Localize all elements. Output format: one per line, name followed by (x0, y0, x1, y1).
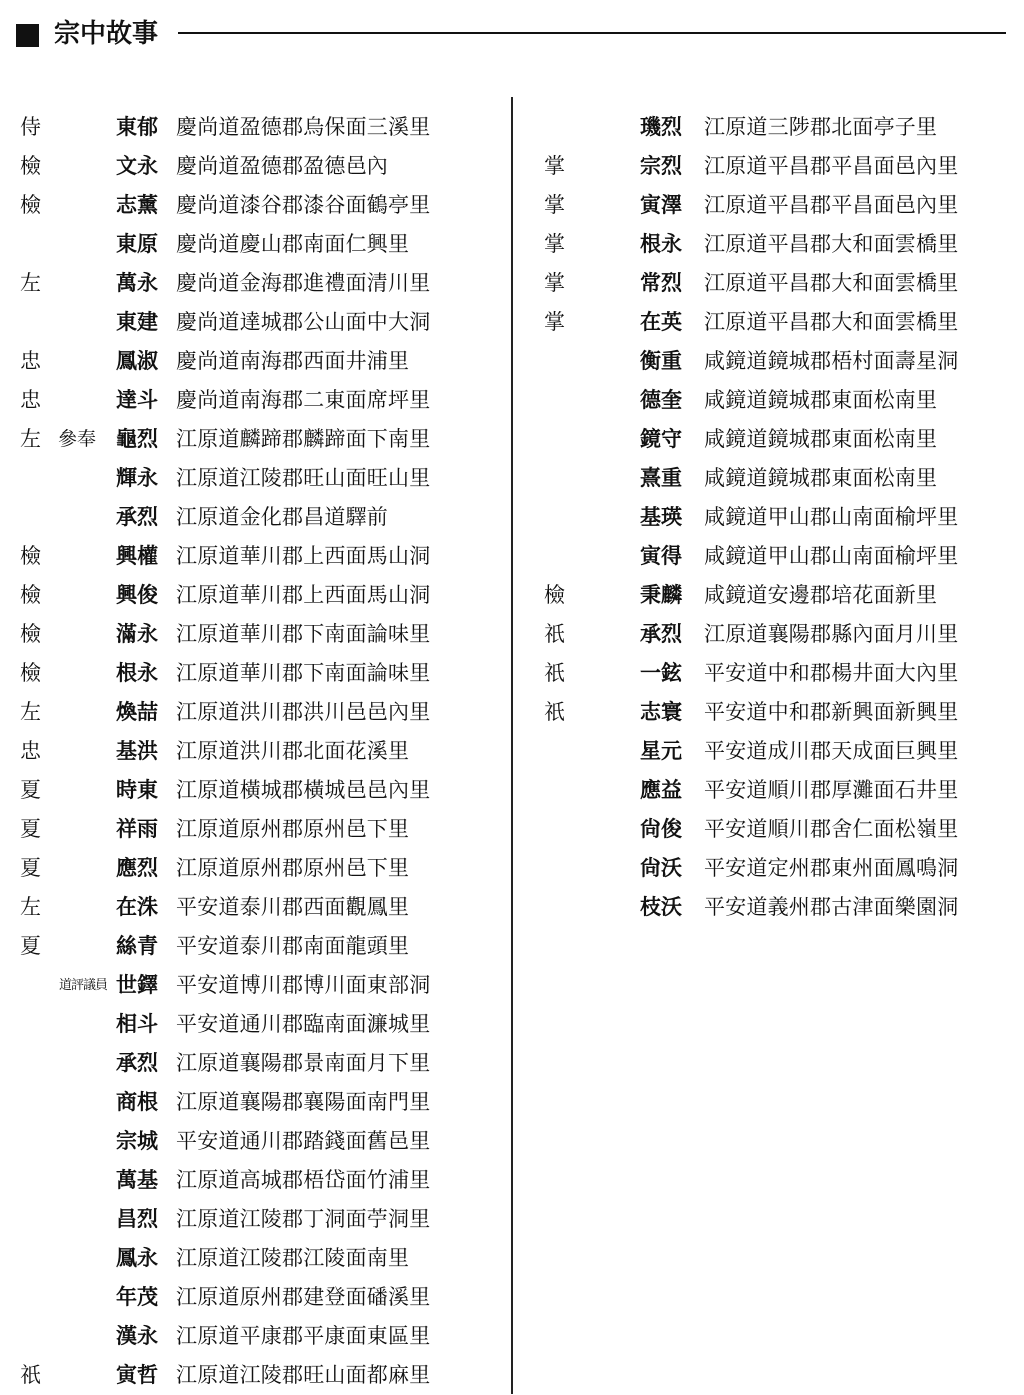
address: 平安道通川郡踏錢面舊邑里 (176, 1129, 431, 1153)
address: 江原道洪川郡北面花溪里 (176, 739, 410, 763)
left-column (14, 108, 504, 1395)
section-header (16, 14, 1006, 54)
person-name: 東原 (116, 232, 158, 256)
office-rank: 侍 (20, 115, 41, 139)
address: 江原道襄陽郡景南面月下里 (176, 1051, 431, 1075)
address: 江原道平昌郡平昌面邑內里 (704, 193, 959, 217)
address: 江原道三陟郡北面亭子里 (704, 115, 938, 139)
person-name: 滿永 (116, 622, 158, 646)
list-item (528, 186, 1022, 225)
address: 江原道襄陽郡襄陽面南門里 (176, 1090, 431, 1114)
address: 江原道平昌郡大和面雲橋里 (704, 232, 959, 256)
list-item (14, 927, 504, 966)
person-name: 龜烈 (116, 427, 158, 451)
person-name: 寅哲 (116, 1363, 158, 1387)
list-item (14, 1200, 504, 1239)
address: 江原道麟蹄郡麟蹄面下南里 (176, 427, 431, 451)
person-name: 在洙 (116, 895, 158, 919)
list-item (14, 966, 504, 1005)
page-title: 宗中故事 (54, 19, 159, 49)
person-name: 尙沃 (640, 856, 682, 880)
list-item (528, 654, 1022, 693)
person-name: 秉麟 (640, 583, 682, 607)
list-item (14, 615, 504, 654)
office-rank: 忠 (20, 739, 41, 763)
person-name: 漢永 (116, 1324, 158, 1348)
office-rank: 祇 (20, 1363, 41, 1387)
person-name: 萬基 (116, 1168, 158, 1192)
person-name: 興權 (116, 544, 158, 568)
person-name: 宗城 (116, 1129, 158, 1153)
office-rank: 夏 (20, 817, 41, 841)
address: 江原道襄陽郡縣內面月川里 (704, 622, 959, 646)
office-rank: 檢 (20, 154, 41, 178)
person-name: 常烈 (640, 271, 682, 295)
person-name: 東郁 (116, 115, 158, 139)
address: 江原道平康郡平康面東區里 (176, 1324, 431, 1348)
list-item (14, 771, 504, 810)
person-name: 承烈 (116, 1051, 158, 1075)
list-item (14, 693, 504, 732)
address: 平安道順川郡舍仁面松嶺里 (704, 817, 959, 841)
list-item (14, 225, 504, 264)
list-item (528, 498, 1022, 537)
list-item (14, 1083, 504, 1122)
list-item (528, 615, 1022, 654)
address: 咸鏡道鏡城郡東面松南里 (704, 427, 938, 451)
address: 慶尚道慶山郡南面仁興里 (176, 232, 410, 256)
list-item (14, 1122, 504, 1161)
person-name: 志寰 (640, 700, 682, 724)
person-name: 德奎 (640, 388, 682, 412)
office-rank: 祇 (544, 622, 565, 646)
person-name: 煥喆 (116, 700, 158, 724)
office-rank: 左 (20, 700, 41, 724)
person-name: 年茂 (116, 1285, 158, 1309)
list-item (14, 264, 504, 303)
office-rank: 掌 (544, 193, 565, 217)
list-item (14, 732, 504, 771)
right-column (528, 108, 1022, 927)
address: 咸鏡道甲山郡山南面榆坪里 (704, 544, 959, 568)
person-name: 在英 (640, 310, 682, 334)
list-item (14, 459, 504, 498)
person-name: 達斗 (116, 388, 158, 412)
person-name: 寅得 (640, 544, 682, 568)
office-rank: 夏 (20, 778, 41, 802)
address: 江原道平昌郡大和面雲橋里 (704, 271, 959, 295)
office-rank: 掌 (544, 232, 565, 256)
office-rank: 夏 (20, 934, 41, 958)
person-name: 鳳永 (116, 1246, 158, 1270)
address: 平安道定州郡東州面鳳鳴洞 (704, 856, 959, 880)
person-name: 宗烈 (640, 154, 682, 178)
list-item (528, 459, 1022, 498)
address: 江原道華川郡上西面馬山洞 (176, 583, 431, 607)
address: 咸鏡道鏡城郡東面松南里 (704, 388, 938, 412)
header-rule (178, 32, 1006, 34)
address: 咸鏡道鏡城郡梧村面壽星洞 (704, 349, 959, 373)
address: 慶尚道盈德郡盈德邑內 (176, 154, 388, 178)
honorific-title: 參奉 (58, 428, 97, 450)
list-item (528, 381, 1022, 420)
list-item (14, 303, 504, 342)
list-item (14, 1356, 504, 1395)
person-name: 承烈 (116, 505, 158, 529)
list-item (14, 186, 504, 225)
list-item (528, 732, 1022, 771)
list-item (14, 849, 504, 888)
person-name: 興俊 (116, 583, 158, 607)
list-item (528, 225, 1022, 264)
honorific-title: 道評議員 (59, 978, 108, 993)
office-rank: 左 (20, 427, 41, 451)
person-name: 鳳淑 (116, 349, 158, 373)
address: 平安道順川郡厚灘面石井里 (704, 778, 959, 802)
address: 慶尚道達城郡公山面中大洞 (176, 310, 431, 334)
address: 咸鏡道鏡城郡東面松南里 (704, 466, 938, 490)
address: 平安道泰川郡西面觀鳳里 (176, 895, 410, 919)
list-item (14, 420, 504, 459)
person-name: 基瑛 (640, 505, 682, 529)
person-name: 星元 (640, 739, 682, 763)
list-item (14, 888, 504, 927)
office-rank: 掌 (544, 271, 565, 295)
person-name: 相斗 (116, 1012, 158, 1036)
office-rank: 檢 (20, 544, 41, 568)
list-item (528, 264, 1022, 303)
list-item (14, 654, 504, 693)
office-rank: 掌 (544, 310, 565, 334)
person-name: 衡重 (640, 349, 682, 373)
office-rank: 祇 (544, 661, 565, 685)
list-item (528, 342, 1022, 381)
address: 慶尚道盈德郡烏保面三溪里 (176, 115, 431, 139)
address: 咸鏡道甲山郡山南面榆坪里 (704, 505, 959, 529)
address: 慶尚道金海郡進禮面清川里 (176, 271, 431, 295)
person-name: 尙俊 (640, 817, 682, 841)
list-item (14, 147, 504, 186)
address: 平安道中和郡新興面新興里 (704, 700, 959, 724)
address: 慶尚道南海郡二東面席坪里 (176, 388, 431, 412)
list-item (528, 771, 1022, 810)
list-item (528, 537, 1022, 576)
address: 平安道中和郡楊井面大內里 (704, 661, 959, 685)
list-item (528, 303, 1022, 342)
list-item (528, 108, 1022, 147)
person-name: 根永 (640, 232, 682, 256)
list-item (528, 810, 1022, 849)
person-name: 璣烈 (640, 115, 682, 139)
person-name: 應烈 (116, 856, 158, 880)
office-rank: 檢 (544, 583, 565, 607)
address: 慶尚道漆谷郡漆谷面鶴亭里 (176, 193, 431, 217)
list-item (528, 693, 1022, 732)
address: 江原道江陵郡江陵面南里 (176, 1246, 410, 1270)
list-item (528, 849, 1022, 888)
list-item (528, 576, 1022, 615)
address: 江原道金化郡昌道驛前 (176, 505, 388, 529)
person-name: 熹重 (640, 466, 682, 490)
office-rank: 祇 (544, 700, 565, 724)
office-rank: 檢 (20, 622, 41, 646)
person-name: 寅澤 (640, 193, 682, 217)
person-name: 承烈 (640, 622, 682, 646)
person-name: 應益 (640, 778, 682, 802)
person-name: 商根 (116, 1090, 158, 1114)
office-rank: 掌 (544, 154, 565, 178)
address: 江原道橫城郡橫城邑邑內里 (176, 778, 431, 802)
list-item (528, 147, 1022, 186)
address: 江原道高城郡梧岱面竹浦里 (176, 1168, 431, 1192)
person-name: 萬永 (116, 271, 158, 295)
list-item (14, 1239, 504, 1278)
person-name: 絲青 (116, 934, 158, 958)
office-rank: 忠 (20, 349, 41, 373)
address: 江原道江陵郡丁洞面苧洞里 (176, 1207, 431, 1231)
person-name: 文永 (116, 154, 158, 178)
person-name: 鏡守 (640, 427, 682, 451)
list-item (14, 381, 504, 420)
person-name: 枝沃 (640, 895, 682, 919)
list-item (14, 537, 504, 576)
person-name: 志薰 (116, 193, 158, 217)
person-name: 時東 (116, 778, 158, 802)
address: 江原道平昌郡大和面雲橋里 (704, 310, 959, 334)
office-rank: 檢 (20, 661, 41, 685)
office-rank: 左 (20, 271, 41, 295)
address: 江原道平昌郡平昌面邑內里 (704, 154, 959, 178)
address: 咸鏡道安邊郡培花面新里 (704, 583, 938, 607)
list-item (14, 810, 504, 849)
column-divider (511, 97, 513, 1394)
address: 江原道洪川郡洪川邑邑內里 (176, 700, 431, 724)
list-item (14, 342, 504, 381)
person-name: 輝永 (116, 466, 158, 490)
list-item (14, 108, 504, 147)
address: 平安道博川郡博川面東部洞 (176, 973, 431, 997)
address: 慶尚道南海郡西面井浦里 (176, 349, 410, 373)
address: 江原道江陵郡旺山面都麻里 (176, 1363, 431, 1387)
person-name: 祥雨 (116, 817, 158, 841)
list-item (14, 1005, 504, 1044)
address: 江原道原州郡建登面磻溪里 (176, 1285, 431, 1309)
person-name: 根永 (116, 661, 158, 685)
list-item (14, 576, 504, 615)
address: 江原道江陵郡旺山面旺山里 (176, 466, 431, 490)
address: 平安道成川郡天成面巨興里 (704, 739, 959, 763)
address: 平安道義州郡古津面樂園洞 (704, 895, 959, 919)
address: 江原道原州郡原州邑下里 (176, 817, 410, 841)
list-item (14, 1278, 504, 1317)
office-rank: 檢 (20, 193, 41, 217)
list-item (14, 1161, 504, 1200)
office-rank: 檢 (20, 583, 41, 607)
address: 江原道原州郡原州邑下里 (176, 856, 410, 880)
person-name: 一鉉 (640, 661, 682, 685)
list-item (14, 1044, 504, 1083)
address: 平安道通川郡臨南面濂城里 (176, 1012, 431, 1036)
office-rank: 夏 (20, 856, 41, 880)
office-rank: 忠 (20, 388, 41, 412)
address: 平安道泰川郡南面龍頭里 (176, 934, 410, 958)
list-item (528, 888, 1022, 927)
person-name: 基洪 (116, 739, 158, 763)
list-item (14, 1317, 504, 1356)
address: 江原道華川郡上西面馬山洞 (176, 544, 431, 568)
address: 江原道華川郡下南面論味里 (176, 661, 431, 685)
address: 江原道華川郡下南面論味里 (176, 622, 431, 646)
person-name: 世鐸 (116, 973, 158, 997)
list-item (14, 498, 504, 537)
person-name: 昌烈 (116, 1207, 158, 1231)
person-name: 東建 (116, 310, 158, 334)
office-rank: 左 (20, 895, 41, 919)
black-square-icon (16, 24, 39, 47)
list-item (528, 420, 1022, 459)
